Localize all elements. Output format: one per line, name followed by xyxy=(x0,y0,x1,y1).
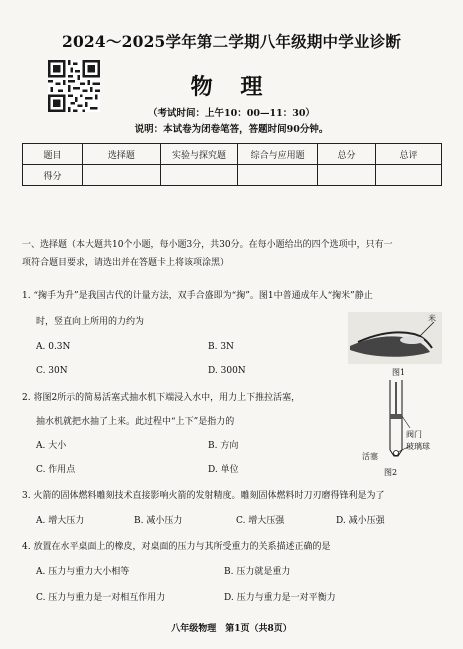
q1-option-c: C. 30N xyxy=(36,366,68,376)
score-table-header-row xyxy=(23,144,442,165)
q1-option-b: B. 3N xyxy=(208,342,234,352)
figure1-caption: 图1 xyxy=(392,368,406,377)
q4-stem: 4. 放置在水平桌面上的橡皮，对桌面的压力与其所受重力的关系描述正确的是 xyxy=(22,542,331,552)
q3-option-a: A. 增大压力 xyxy=(36,516,85,526)
score-table-header: 选择题 xyxy=(83,144,161,165)
page-footer: 八年级物理 第1页（共8页） xyxy=(171,624,292,634)
q2-stem-line2: 抽水机就把水抽了上来。此过程中“上下”是指力的 xyxy=(36,417,235,427)
subject-title: 物 理 xyxy=(190,74,273,100)
score-table-header: 总评 xyxy=(376,144,442,165)
q2-option-c: C. 作用点 xyxy=(36,465,76,475)
q2-option-a: A. 大小 xyxy=(36,441,67,451)
q3-option-b: B. 减小压力 xyxy=(134,516,183,526)
exam-time: （考试时间：上午10：00—11：30） xyxy=(148,108,315,119)
score-table-header: 总分 xyxy=(318,144,376,165)
score-table-row xyxy=(23,165,442,186)
figure2-label-ball: 玻璃球 xyxy=(406,442,430,451)
q4-option-b: B. 压力就是重力 xyxy=(224,567,291,577)
score-table xyxy=(22,143,442,186)
score-cell xyxy=(376,165,442,186)
q3-option-d: D. 减小压强 xyxy=(336,516,385,526)
figure2-label-valve: 阀门 xyxy=(406,430,422,439)
score-table-header: 题目 xyxy=(23,144,83,165)
section-intro-line2: 项符合题目要求，请选出并在答题卡上将该项涂黑） xyxy=(22,258,230,268)
exam-note: 说明：本试卷为闭卷笔答，答题时间90分钟。 xyxy=(134,124,329,135)
q1-stem-line2: 时，竖直向上所用的力约为 xyxy=(36,317,145,327)
score-cell xyxy=(238,165,318,186)
q1-option-a: A. 0.3N xyxy=(36,342,71,352)
q3-option-c: C. 增大压强 xyxy=(236,516,285,526)
score-table-header: 综合与应用题 xyxy=(238,144,318,165)
score-cell xyxy=(160,165,238,186)
section-intro-line1: 一、选择题（本大题共10个小题，每小题3分，共30分。在每小题给出的四个选项中，只有一 xyxy=(22,240,393,250)
q1-stem-line1: 1. “掬手为升”是我国古代的计量方法，双手合盛即为“掬”。图1中普通成年人“掬米”静止 xyxy=(22,291,373,301)
score-cell xyxy=(83,165,161,186)
figure2-caption: 图2 xyxy=(384,468,398,477)
q1-option-d: D. 300N xyxy=(208,366,246,376)
q4-option-d: D. 压力与重力是一对平衡力 xyxy=(224,593,336,603)
score-row-label: 得分 xyxy=(23,165,83,186)
q2-stem-line1: 2. 将图2所示的简易活塞式抽水机下端浸入水中，用力上下推拉活塞， xyxy=(22,393,301,403)
q2-option-d: D. 单位 xyxy=(208,465,239,475)
q2-option-b: B. 方向 xyxy=(208,441,239,451)
q4-option-a: A. 压力与重力大小相等 xyxy=(36,567,130,577)
figure1-label-rice: 米 xyxy=(428,314,436,323)
q4-option-c: C. 压力与重力是一对相互作用力 xyxy=(36,593,166,603)
exam-title: 2024～2025学年第二学期八年级期中学业诊断 xyxy=(61,32,402,51)
score-cell xyxy=(318,165,376,186)
score-table-header: 实验与探究题 xyxy=(160,144,238,165)
figure2-label-piston: 活塞 xyxy=(362,452,378,461)
q3-stem: 3. 火箭的固体燃料雕刻技术直接影响火箭的发射精度。雕刻固体燃料时刀刃磨得锋利是为了 xyxy=(22,491,385,501)
